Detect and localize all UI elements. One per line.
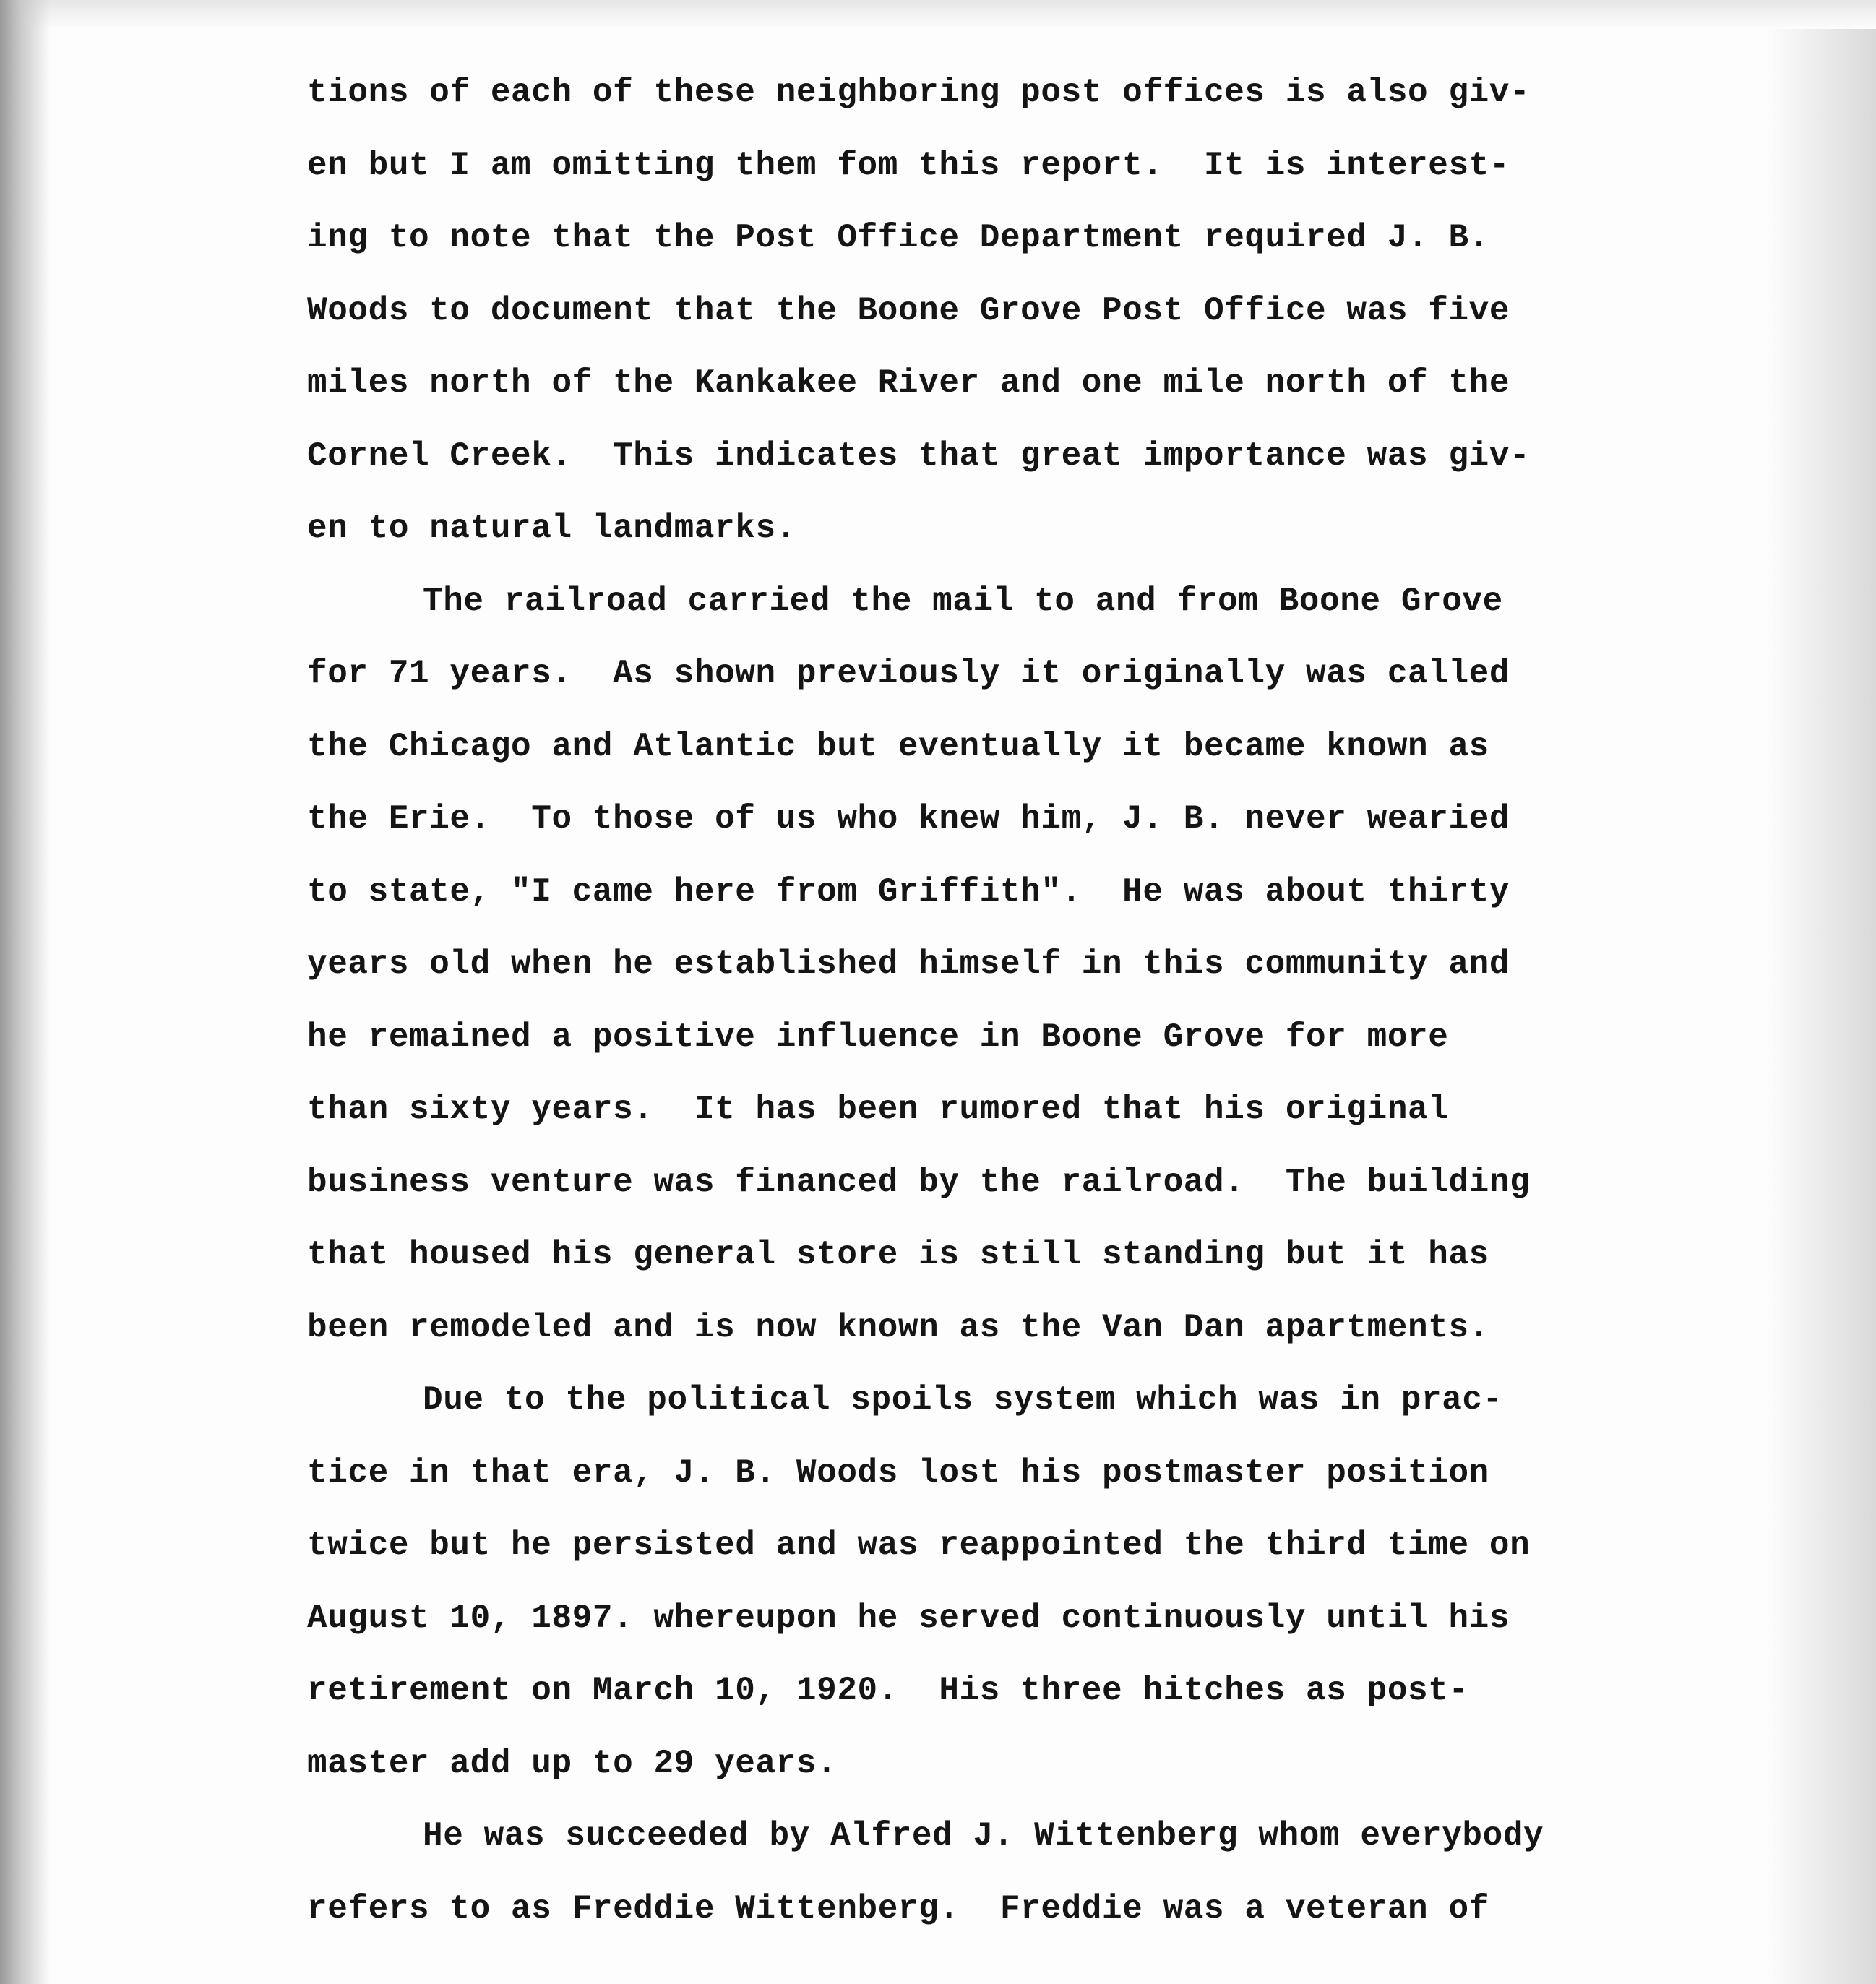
text-line: August 10, 1897. whereupon he served continuously until his: [307, 1599, 1510, 1637]
scan-shadow-top: [0, 0, 1876, 29]
text-line: ing to note that the Post Office Department required J. B.: [307, 219, 1489, 257]
text-line: twice but he persisted and was reappointed the third time on: [307, 1526, 1531, 1564]
text-line: years old when he established himself in this community and: [307, 945, 1510, 983]
text-line: Woods to document that the Boone Grove Post Office was five: [307, 291, 1510, 330]
text-line: master add up to 29 years.: [307, 1744, 838, 1782]
text-line: business venture was financed by the railroad. The building: [307, 1163, 1531, 1201]
text-line: he remained a positive influence in Boone Grove for more: [307, 1018, 1449, 1056]
text-line: refers to as Freddie Wittenberg. Freddie was a veteran of: [307, 1889, 1489, 1928]
scan-shadow-right: [1768, 29, 1876, 1984]
text-line: for 71 years. As shown previously it originally was called: [307, 655, 1510, 692]
text-line: tions of each of these neighboring post offices is also giv-: [307, 74, 1531, 111]
text-line: en but I am omitting them fom this report. It is interest-: [307, 146, 1510, 184]
text-line-paragraph-start: Due to the political spoils system which was in prac-: [423, 1381, 1503, 1419]
text-line: the Erie. To those of us who knew him, J. B. never wearied: [307, 800, 1510, 838]
scan-shadow-left: [0, 0, 51, 1984]
text-line: miles north of the Kankakee River and one mile north of the: [307, 364, 1510, 402]
text-line: Cornel Creek. This indicates that great importance was giv-: [307, 437, 1531, 475]
typewritten-text: [307, 56, 1666, 1945]
text-line: been remodeled and is now known as the Van Dan apartments.: [307, 1308, 1489, 1347]
text-line: the Chicago and Atlantic but eventually it became known as: [307, 727, 1489, 765]
text-line: retirement on March 10, 1920. His three hitches as post-: [307, 1672, 1469, 1709]
text-line-paragraph-start: He was succeeded by Alfred J. Wittenberg whom everybody: [423, 1817, 1544, 1855]
text-line-paragraph-start: The railroad carried the mail to and from Boone Grove: [423, 582, 1503, 620]
text-line: tice in that era, J. B. Woods lost his postmaster position: [307, 1453, 1489, 1492]
text-line: en to natural landmarks.: [307, 510, 796, 547]
text-line: than sixty years. It has been rumored that his original: [307, 1091, 1449, 1128]
text-line: that housed his general store is still standing but it has: [307, 1236, 1489, 1274]
text-line: to state, "I came here from Griffith". He was about thirty: [307, 872, 1510, 911]
